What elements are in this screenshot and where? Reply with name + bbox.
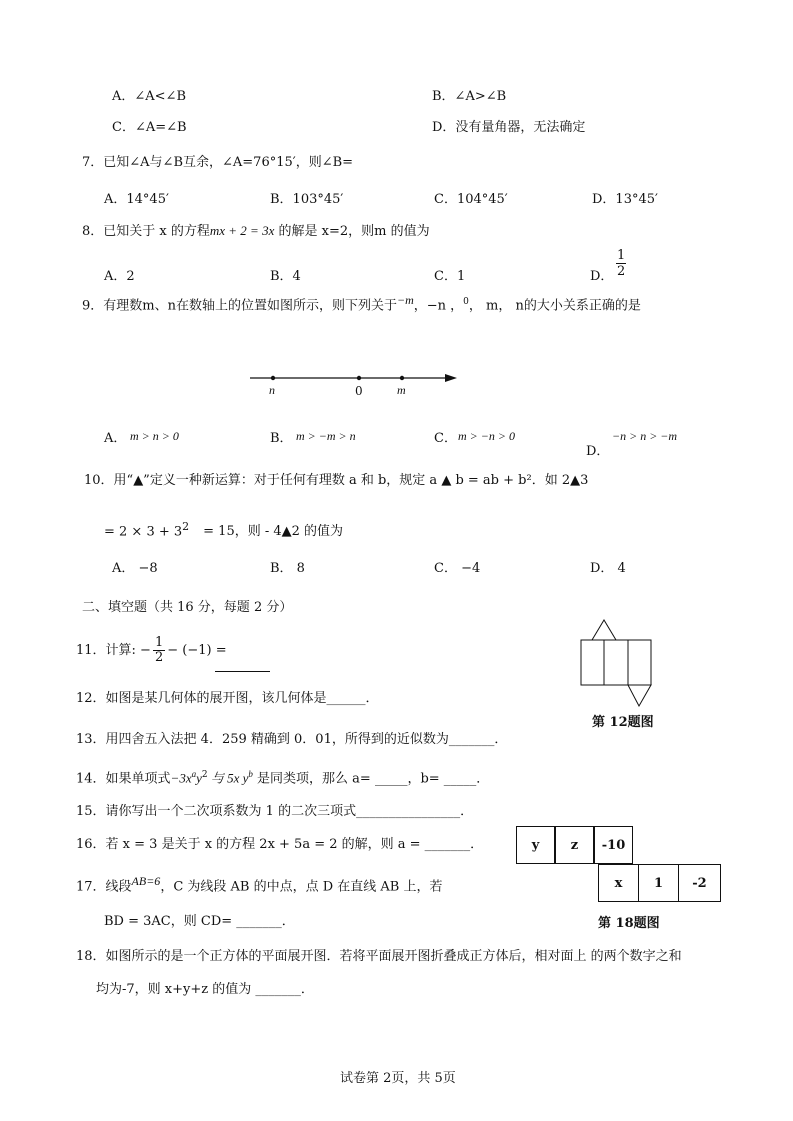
q9-option-d: −n > n > −m [612,429,678,443]
q8-option-d-label: D． [590,269,614,284]
q17-ab: AB=6 [131,874,161,888]
q11-post: − (−1) = [167,643,227,658]
cube-face-top-1: y [516,826,555,864]
q8-stem [82,223,430,240]
cube-face-bottom-1: x [598,864,639,902]
q10-line2 [104,519,343,540]
q14-pre: 14．如果单项式 [76,771,171,787]
q9-option-a: m > n > 0 [130,429,179,443]
q7-option-b: B．103°45′ [270,192,344,207]
q9-option-b-label: B． [270,431,293,446]
q14-mid: 与 5x y [207,770,249,786]
q8-option-c: C．1 [434,269,466,284]
q16-stem: 16．若 x = 3 是关于 x 的方程 2x + 5a = 2 的解，则 a = _______． [76,837,484,852]
q9-option-c: m > −n > 0 [458,429,515,443]
q15-stem: 15．请你写出一个二次项系数为 1 的二次三项式________________． [76,804,474,819]
q14-sup-b: b [248,769,253,779]
q10-option-c: C． −4 [434,561,481,576]
q11-numerator: 1 [154,635,164,650]
q17-line1-post: ，C 为线段 AB 的中点，点 D 在直线 AB 上，若 [160,879,443,895]
page-footer: 试卷第 2页，共 5页 [340,1071,456,1086]
q14-sup-a: a [191,769,197,779]
cube-face-top-3: -10 [594,826,633,864]
q8-stem-post: 的解是 x=2，则m 的值为 [274,224,430,239]
q9-option-b: m > −m > n [296,429,356,443]
q9-stem-mid: ，−n ， [413,298,464,314]
q8-option-b: B．4 [270,269,301,284]
q9-zero: 0 [463,297,469,307]
q18-line2: 均为-7，则 x+y+z 的值为 _______． [96,982,314,997]
q10-sup: 2 [182,520,190,533]
q7-option-d: D．13°45′ [592,192,658,207]
q9-option-a-label: A． [104,431,127,446]
q10-option-a: A． −8 [112,561,158,576]
q9-stem-post: ， m， n的大小关系正确的是 [468,298,641,314]
q10-stem: 10．用“▲”定义一种新运算：对于任何有理数 a 和 b，规定 a ▲ b = ab + b²．如 2▲3 [84,473,589,488]
prism-net-figure [578,618,654,710]
axis-label-m: m [397,383,406,397]
point-m [400,376,404,380]
figure-18-caption: 第 18题图 [598,916,660,931]
q10-line2-post: = 15，则 - 4▲2 的值为 [203,524,344,540]
q14-post: 是同类项，那么 a= _____，b= _____． [252,771,490,787]
q6-option-c: C．∠A=∠B [112,120,187,135]
q14-stem [76,766,489,787]
q9-stem [82,292,641,314]
q18-line1: 18．如图所示的是一个正方体的平面展开图．若将平面展开图折叠成正方体后，相对面上 的两个数字之和 [76,949,682,964]
section-heading: 二、填空题（共 16 分，每题 2 分） [82,600,293,615]
q8-option-a: A．2 [104,269,135,284]
q14-term1: −3x [170,770,192,786]
cube-face-top-2: z [555,826,594,864]
q10-option-d: D． 4 [590,561,626,576]
q9-option-d-label: D． [586,444,610,459]
q14-term1b: y [196,770,202,786]
q11-pre: 11．计算: − [76,643,151,658]
q8-equation: mx + 2 = 3x [209,223,275,238]
q11-stem [76,636,227,665]
cube-face-bottom-2: 1 [638,864,679,902]
q8-fraction-denominator: 2 [617,264,626,279]
q13-stem: 13．用四舍五入法把 4．259 精确到 0．01，所得到的近似数为_______． [76,732,508,747]
q17-line1-pre: 17．线段 [76,879,132,895]
q7-option-a: A．14°45′ [104,192,169,207]
q17-line2: BD = 3AC，则 CD= _______． [104,914,295,929]
q8-option-d-fraction [616,248,626,279]
q6-option-d: D．没有量角器，无法确定 [432,120,586,135]
axis-label-n: n [269,383,275,397]
q8-fraction-numerator: 1 [617,248,626,263]
q12-stem: 12．如图是某几何体的展开图，该几何体是______． [76,691,379,706]
axis-label-0: 0 [355,384,363,398]
q6-option-b: B．∠A>∠B [432,89,507,104]
q7-option-c: C．104°45′ [434,192,508,207]
q10-option-b: B． 8 [270,561,305,576]
point-n [271,376,275,380]
q14-sup-2: 2 [201,770,208,780]
q9-neg-m: −m [396,293,414,307]
point-0 [357,376,361,380]
q17-line1 [76,873,443,895]
q11-fraction [153,636,165,665]
q9-option-c-label: C． [434,431,457,446]
q9-stem-pre: 9．有理数m、n在数轴上的位置如图所示，则下列关于 [82,298,397,314]
q7-stem: 7．已知∠A与∠B互余，∠A=76°15′，则∠B= [82,155,354,170]
q11-denominator: 2 [154,650,164,665]
q6-option-a: A．∠A<∠B [112,89,187,104]
figure-12-caption: 第 12题图 [592,715,654,730]
cube-face-bottom-3: -2 [678,864,721,902]
q10-line2-pre: = 2 × 3 + 3 [104,524,183,540]
q11-answer-blank[interactable] [215,671,270,672]
q8-stem-pre: 8．已知关于 x 的方程 [82,224,210,239]
